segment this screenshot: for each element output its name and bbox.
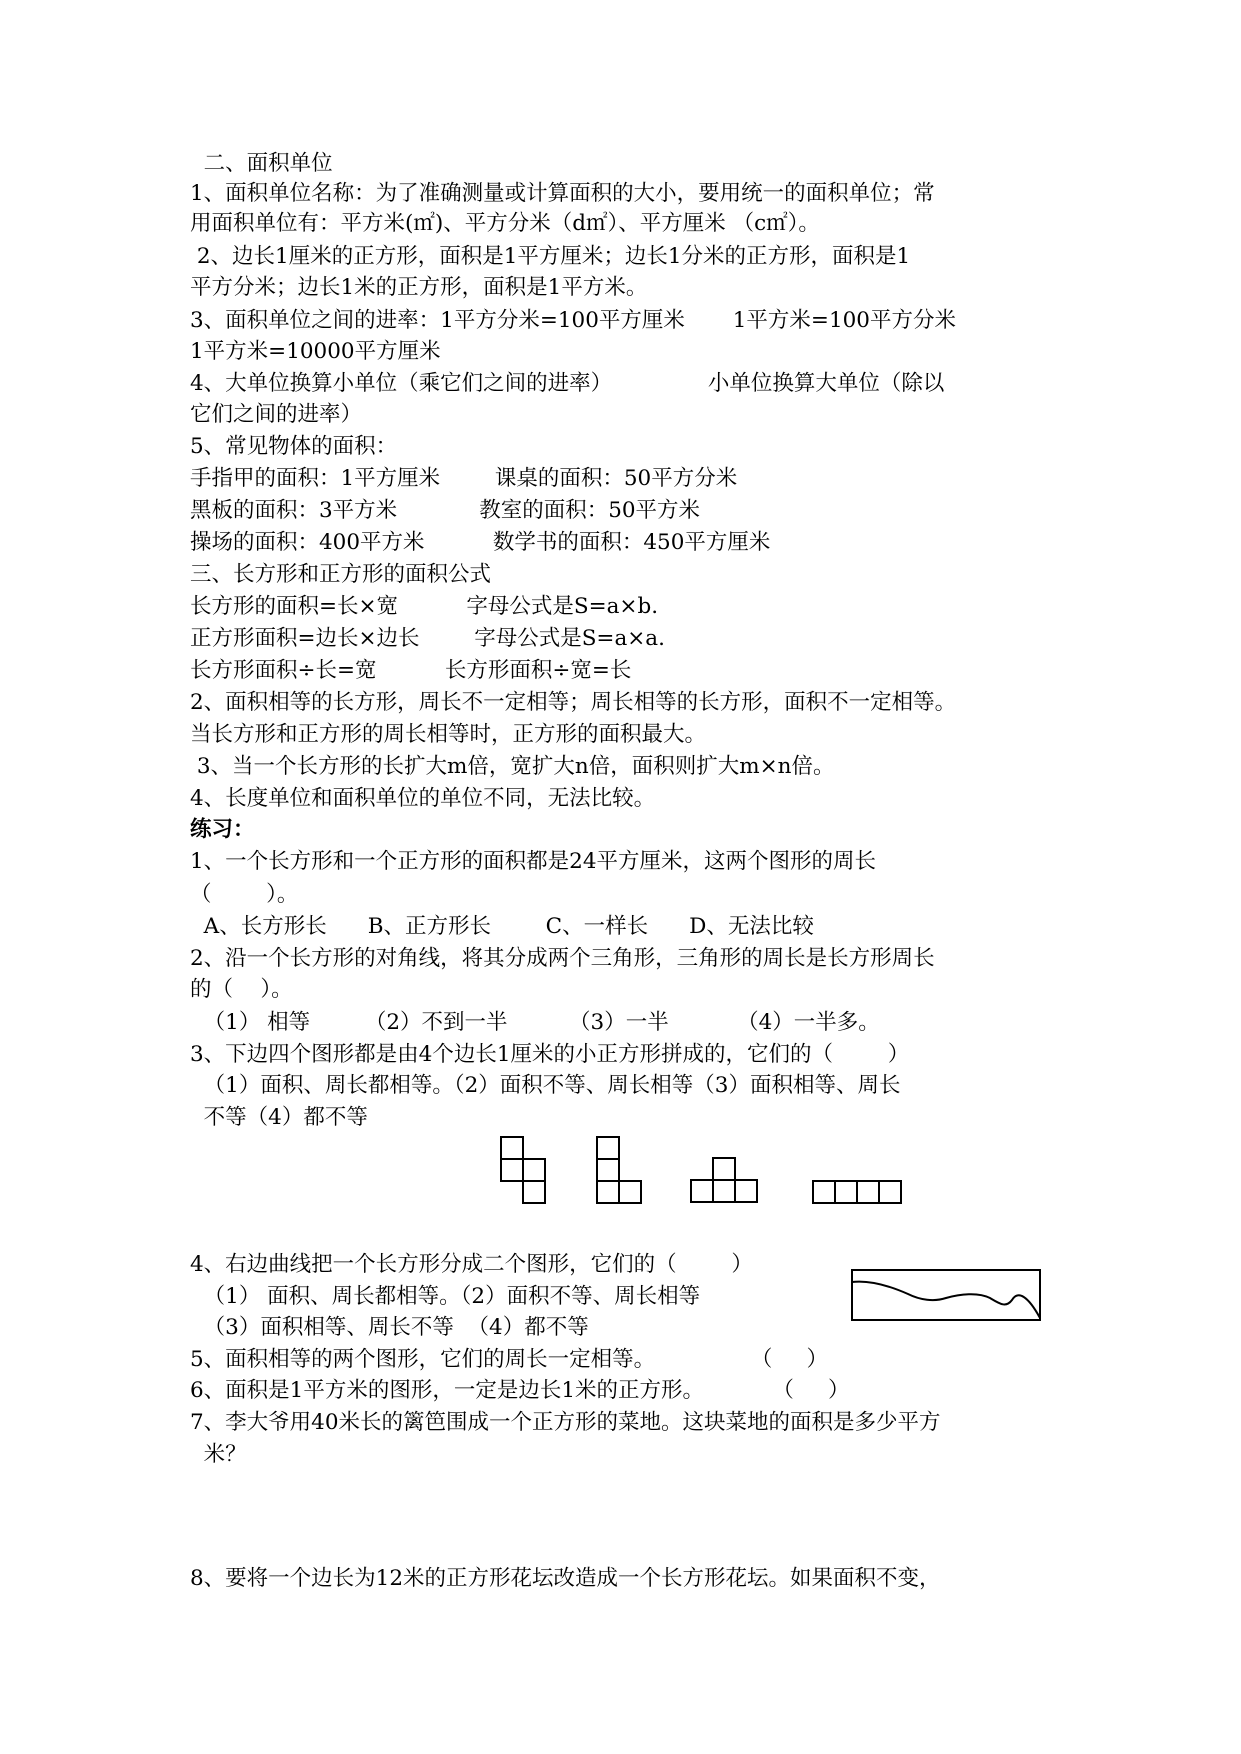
text-line: 操场的面积：400平方米 数学书的面积：450平方厘米 (190, 530, 771, 555)
text-line: 黑板的面积：3平方米 教室的面积：50平方米 (190, 498, 701, 523)
text-line: 3、当一个长方形的长扩大m倍，宽扩大n倍，面积则扩大m×n倍。 (190, 754, 835, 779)
text-line: 平方分米；边长1米的正方形，面积是1平方米。 (190, 275, 648, 300)
text-line: 5、常见物体的面积： (190, 434, 398, 459)
question-7: 7、李大爷用40米长的篱笆围成一个正方形的菜地。这块菜地的面积是多少平方 (190, 1410, 941, 1435)
shape-3 (691, 1158, 757, 1202)
question-6: 6、面积是1平方米的图形，一定是边长1米的正方形。 （ ） (190, 1378, 850, 1403)
shape-1 (501, 1137, 545, 1203)
text-line: 用面积单位有：平方米(㎡)、平方分米（d㎡）、平方厘米 （c㎡）。 (190, 211, 820, 236)
question-2-options: （1） 相等 （2）不到一半 （3）一半 （4）一半多。 (190, 1010, 880, 1035)
text-line: 1、面积单位名称：为了准确测量或计算面积的大小，要用统一的面积单位；常 (190, 181, 935, 206)
question-3: 3、下边四个图形都是由4个边长1厘米的小正方形拼成的，它们的（ ） (190, 1042, 910, 1067)
question-8: 8、要将一个边长为12米的正方形花坛改造成一个长方形花坛。如果面积不变， (190, 1566, 941, 1591)
text-line: 的（ ）。 (190, 977, 293, 1002)
text-line: 手指甲的面积：1平方厘米 课桌的面积：50平方分米 (190, 466, 738, 491)
question-1: 1、一个长方形和一个正方形的面积都是24平方厘米，这两个图形的周长 (190, 849, 877, 874)
text-line: （ ）。 (190, 882, 299, 907)
text-line: 长方形面积÷长=宽 长方形面积÷宽=长 (190, 658, 632, 683)
text-line: 4、大单位换算小单位（乘它们之间的进率） 小单位换算大单位（除以 (190, 371, 945, 396)
text-line: 长方形的面积=长×宽 字母公式是S=a×b. (190, 594, 659, 619)
text-line: 2、面积相等的长方形，周长不一定相等；周长相等的长方形，面积不一定相等。 (190, 690, 957, 715)
text-line: 2、边长1厘米的正方形，面积是1平方厘米；边长1分米的正方形，面积是1 (190, 244, 911, 269)
shapes-figure (500, 1136, 920, 1206)
question-2: 2、沿一个长方形的对角线，将其分成两个三角形，三角形的周长是长方形周长 (190, 946, 935, 971)
text-line: （3）面积相等、周长不等 （4）都不等 (190, 1315, 589, 1340)
text-line: 当长方形和正方形的周长相等时，正方形的面积最大。 (190, 722, 707, 747)
section-heading-area-units: 二、面积单位 (190, 151, 333, 176)
text-line: 1平方米=10000平方厘米 (190, 339, 441, 364)
question-3-options: （1）面积、周长都相等。（2）面积不等、周长相等（3）面积相等、周长 (190, 1073, 901, 1098)
section-heading-formulas: 三、长方形和正方形的面积公式 (190, 562, 492, 587)
exercises-heading: 练习： (190, 817, 255, 842)
curve-rectangle-figure (850, 1268, 1044, 1324)
question-1-options: A、长方形长 B、正方形长 C、一样长 D、无法比较 (190, 914, 814, 939)
text-line: 不等（4）都不等 (190, 1105, 368, 1130)
text-line: 3、面积单位之间的进率：1平方分米=100平方厘米 1平方米=100平方分米 (190, 308, 956, 333)
text-line: 米？ (190, 1442, 247, 1467)
shape-4 (813, 1181, 901, 1203)
shape-2 (597, 1137, 641, 1203)
text-line: 4、长度单位和面积单位的单位不同，无法比较。 (190, 786, 656, 811)
text-line: 它们之间的进率） (190, 402, 363, 427)
question-5: 5、面积相等的两个图形，它们的周长一定相等。 （ ） (190, 1347, 829, 1372)
text-line: 正方形面积=边长×边长 字母公式是S=a×a. (190, 626, 665, 651)
question-4-options: （1） 面积、周长都相等。（2）面积不等、周长相等 (190, 1284, 701, 1309)
question-4: 4、右边曲线把一个长方形分成二个图形，它们的（ ） (190, 1252, 753, 1277)
